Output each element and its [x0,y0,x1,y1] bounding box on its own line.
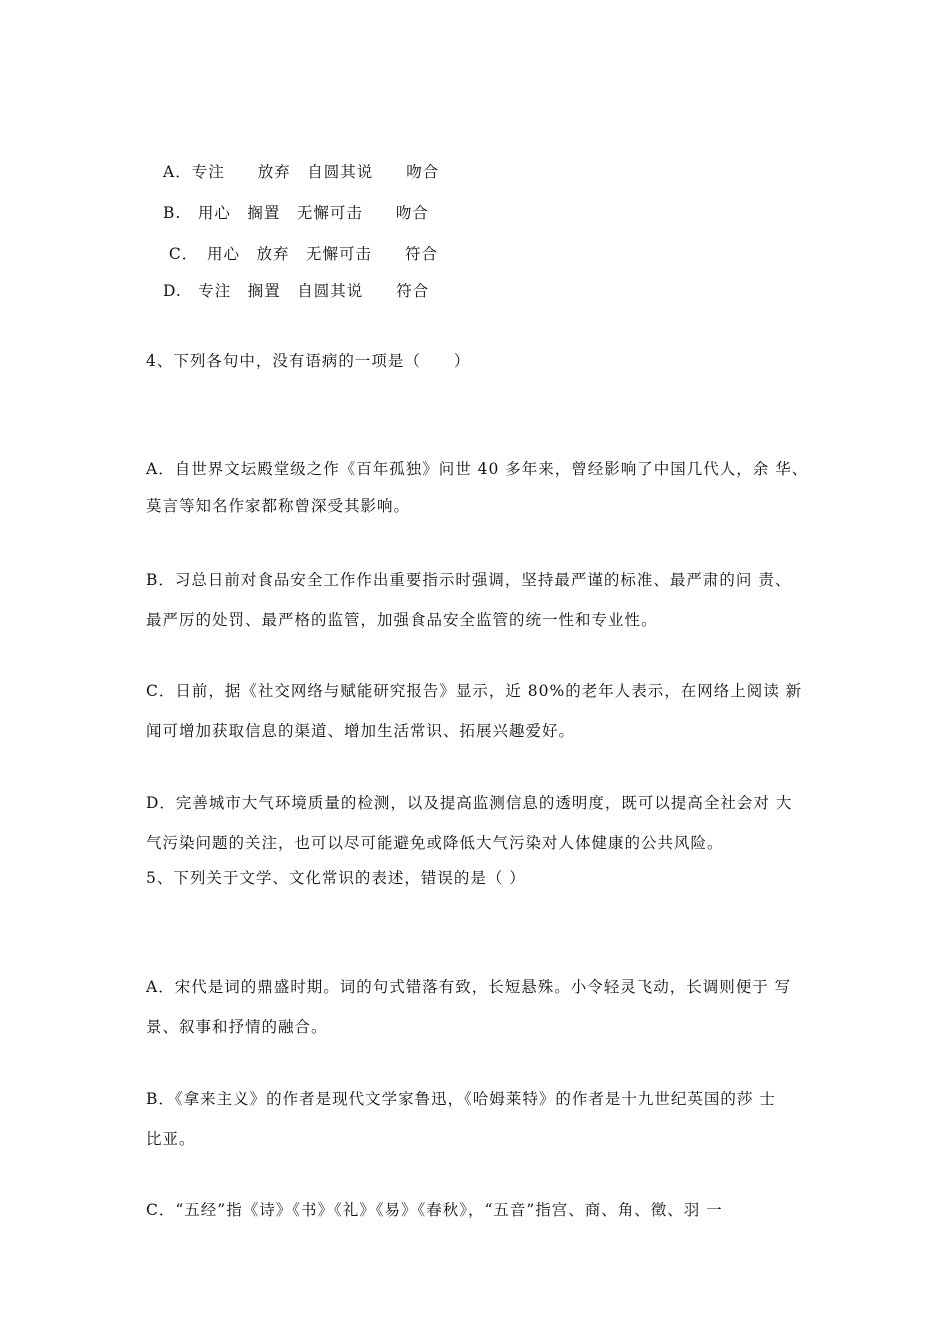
q4-option-a-line2: 莫言等知名作家都称曾深受其影响。 [146,497,411,515]
q5-option-c-line1: C．“五经”指《诗》《书》《礼》《易》《春秋》，“五音”指宫、商、角、徵、羽 一 [146,1201,723,1219]
q5-option-b-line1: B．《拿来主义》的作者是现代文学家鲁迅，《哈姆莱特》的作者是十九世纪英国的莎 士 [146,1090,776,1108]
q5-option-b-line2: 比亚。 [146,1130,196,1148]
q3-option-b: B. 用心 搁置 无懈可击 吻合 [163,204,429,222]
q3-option-c: C． 用心 放弃 无懈可击 符合 [163,245,439,263]
q4-option-d-line2: 气污染问题的关注，也可以尽可能避免或降低大气污染对人体健康的公共风险。 [146,834,724,852]
q4-stem: 4、下列各句中，没有语病的一项是（ ） [146,352,471,370]
q4-option-b-line1: B．习总日前对食品安全工作作出重要指示时强调，坚持最严谨的标准、最严肃的问 责、 [146,571,792,589]
q4-option-c-line2: 闻可增加获取信息的渠道、增加生活常识、拓展兴趣爱好。 [146,722,576,740]
q5-option-a-line1: A．宋代是词的鼎盛时期。词的句式错落有致，长短悬殊。小令轻灵飞动，长调则便于 写 [146,978,792,996]
q4-option-a-line1: A．自世界文坛殿堂级之作《百年孤独》问世 40 多年来，曾经影响了中国几代人，余 华、 [146,460,809,478]
q4-option-b-line2: 最严厉的处罚、最严格的监管，加强食品安全监管的统一性和专业性。 [146,611,658,629]
q5-option-c [146,1162,806,1256]
q3-option-d: D. 专注 搁置 自圆其说 符合 [163,282,430,300]
q5-stem: 5、下列关于文学、文化常识的表述，错误的是（ ） [146,869,526,887]
q3-option-a: A．专注 放弃 自圆其说 吻合 [163,163,440,181]
q4-option-c-line1: C．日前，据《社交网络与赋能研究报告》显示，近 80%的老年人表示，在网络上阅读 新 [146,682,803,700]
q5-option-a-line2: 景、叙事和抒情的融合。 [146,1018,328,1036]
q4-option-d-line1: D．完善城市大气环境质量的检测，以及提高监测信息的透明度，既可以提高全社会对 大 [146,794,793,812]
